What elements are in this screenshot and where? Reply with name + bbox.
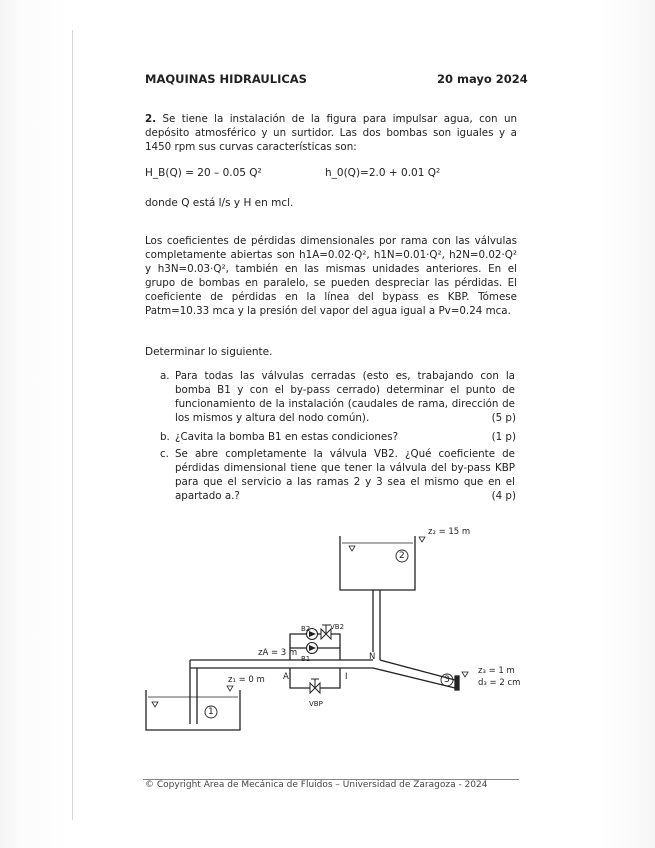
d3-label: d₃ = 2 cm xyxy=(478,678,521,688)
pipe-1A xyxy=(190,660,197,724)
tank-2 xyxy=(340,536,415,590)
pump-B2-label: B2 xyxy=(301,625,311,633)
problem-number: 2. xyxy=(145,113,157,125)
question-c-points: (4 p) xyxy=(491,490,516,502)
losses-paragraph: Los coeficientes de pérdidas dimensionales por rama con las válvulas completamente abiertas son h1A=0.02·Q², h1N=0.01·Q², h2N=0.02·Q² y h3N=0.03·Q², también en las mismas unidades anteriores. En el grupo de bombas en paralelo, se pueden despreciar las pérdidas. El coeficiente de pérdidas en la línea del bypass es KBP. Tómese Patm=10.33 mca y la presión del vapor del agua igual a Pv=0.24 mca. xyxy=(145,235,517,317)
tank-1-label: 1 xyxy=(208,707,214,717)
footer-copyright: © Copyright Area de Mecánica de Fluidos – Universidad de Zaragoza - 2024 xyxy=(145,780,488,790)
nozzle-3 xyxy=(455,676,459,690)
zA-label: zA = 3 m xyxy=(258,648,298,658)
question-c-label: c. xyxy=(160,448,169,460)
tank-3-label: 3 xyxy=(444,675,450,685)
question-a-label: a. xyxy=(160,370,170,382)
units-note: donde Q está l/s y H en mcl. xyxy=(145,197,294,209)
tank-1 xyxy=(146,690,240,730)
node-N-label: N xyxy=(369,652,376,662)
question-b-text: ¿Cavita la bomba B1 en estas condiciones? xyxy=(175,431,399,443)
valve-BP-label: VBP xyxy=(309,700,323,708)
question-a-points: (5 p) xyxy=(491,412,516,424)
course-title: MAQUINAS HIDRAULICAS xyxy=(145,72,307,86)
z3-label: z₃ = 1 m xyxy=(478,666,515,676)
question-b-points: (1 p) xyxy=(491,431,516,443)
node-A-label: A xyxy=(283,672,289,682)
z1-label: z₁ = 0 m xyxy=(228,675,265,685)
node-I-label: I xyxy=(345,672,348,682)
tank-2-label: 2 xyxy=(399,551,405,561)
question-a-text: Para todas las válvulas cerradas (esto es, trabajando con la bomba B1 y con el by-pass cerrado) determinar el punto de funcionamiento de la instalación (caudales de rama, dirección de los mismos y altura del nodo común). xyxy=(175,370,515,424)
determine-heading: Determinar lo siguiente. xyxy=(145,346,273,358)
pump-B1-label: B1 xyxy=(301,655,311,663)
question-b-label: b. xyxy=(160,431,170,443)
z2-label: z₂ = 15 m xyxy=(428,527,471,537)
exam-date: 20 mayo 2024 xyxy=(437,72,528,86)
pump-curve-equation: H_B(Q) = 20 – 0.05 Q² xyxy=(145,167,262,179)
problem-intro-text: Se tiene la instalación de la figura para impulsar agua, con un depósito atmosférico y un surtidor. Las dos bombas son iguales y a 1450 rpm sus curvas características son: xyxy=(145,113,517,153)
valve-B2-label: VB2 xyxy=(330,623,345,631)
question-c-text: Se abre completamente la válvula VB2. ¿Qué coeficiente de pérdidas dimensional tiene que tener la válvula del by-pass KBP para que el servicio a las ramas 2 y 3 sea el mismo que en el apartado a.? xyxy=(175,448,515,502)
loss-curve-equation: h_0(Q)=2.0 + 0.01 Q² xyxy=(325,167,441,179)
pipe-AI xyxy=(190,660,345,668)
